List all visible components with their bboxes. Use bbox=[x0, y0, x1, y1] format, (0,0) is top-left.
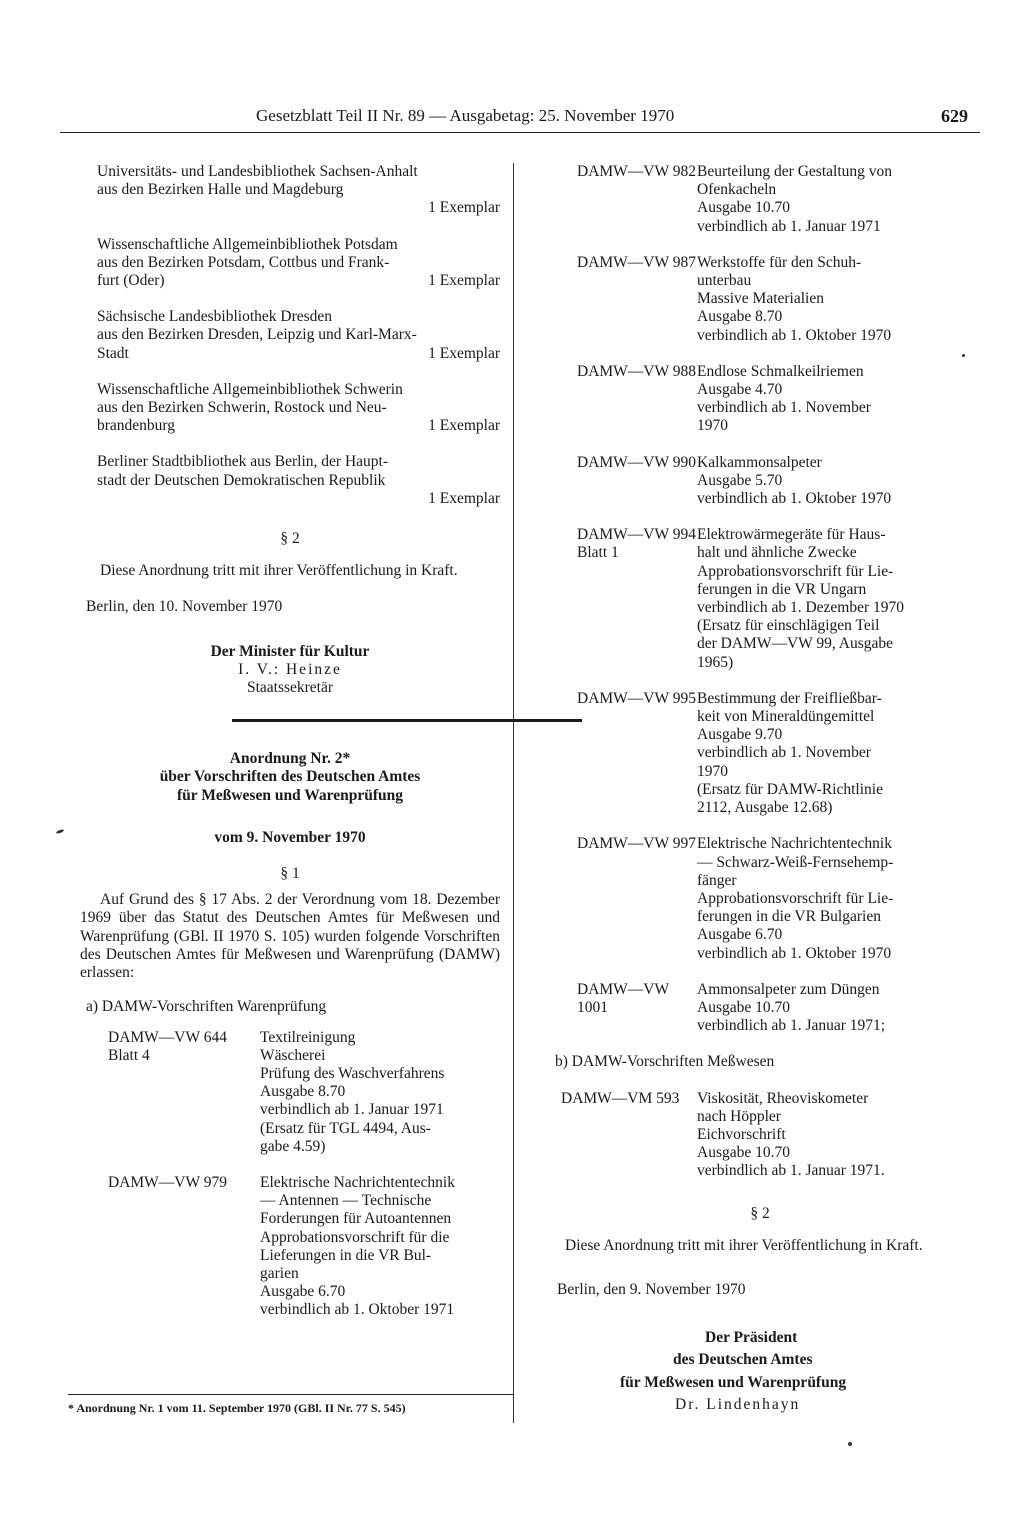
section-text: Diese Anordnung tritt mit ihrer Veröffentlichung in Kraft. bbox=[565, 1236, 923, 1254]
regulation-code bbox=[545, 363, 697, 436]
desc-line: ferungen in die VR Bulgarien bbox=[697, 908, 881, 926]
library-last-line bbox=[97, 417, 500, 435]
desc-line: Ausgabe 10.70 bbox=[697, 998, 790, 1016]
desc-line: verbindlich ab 1. Januar 1971. bbox=[697, 1162, 885, 1180]
regulation-entry bbox=[545, 254, 975, 345]
regulation-entry bbox=[80, 1029, 500, 1156]
desc-line: (Ersatz für TGL 4494, Aus- bbox=[260, 1119, 431, 1137]
regulation-code bbox=[545, 254, 697, 345]
desc-line: (Ersatz für einschlägigen Teil bbox=[697, 617, 880, 635]
library-last-line bbox=[97, 345, 500, 363]
library-line: aus den Bezirken Dresden, Leipzig und Karl-Marx- bbox=[97, 326, 417, 344]
library-entry bbox=[80, 453, 500, 508]
desc-line: Beurteilung der Gestaltung von bbox=[697, 163, 892, 180]
library-line: furt (Oder) bbox=[97, 272, 165, 290]
library-entry bbox=[80, 236, 500, 291]
desc-line: Wäscherei bbox=[260, 1046, 326, 1064]
section-heading: § 2 bbox=[750, 1204, 770, 1222]
library-line: Universitäts- und Landesbibliothek Sachsen-Anhalt bbox=[97, 163, 418, 180]
regulation-entry bbox=[545, 363, 975, 436]
list-label: a) DAMW-Vorschriften Warenprüfung bbox=[86, 998, 327, 1016]
library-entry bbox=[80, 308, 500, 363]
library-line: aus den Bezirken Schwerin, Rostock und Neu- bbox=[97, 399, 387, 417]
desc-line: Approbationsvorschrift für die bbox=[260, 1228, 450, 1246]
regulation-description bbox=[260, 1174, 500, 1320]
library-line: Wissenschaftliche Allgemeinbibliothek Potsdam bbox=[97, 235, 398, 253]
desc-line: Ausgabe 10.70 bbox=[697, 1144, 790, 1162]
desc-line: Lieferungen in die VR Bul- bbox=[260, 1246, 432, 1264]
page-header bbox=[60, 104, 980, 133]
regulation-code bbox=[108, 1174, 260, 1320]
desc-line: Ausgabe 10.70 bbox=[697, 199, 790, 217]
regulation-code bbox=[545, 454, 697, 509]
regulation-entry bbox=[545, 526, 975, 672]
regulation-description bbox=[697, 454, 975, 509]
library-line: aus den Bezirken Potsdam, Cottbus und Frank- bbox=[97, 253, 390, 271]
regulation-description bbox=[697, 163, 975, 236]
code-line: DAMW—VW 994 bbox=[577, 526, 696, 544]
regulation-code bbox=[545, 835, 697, 962]
desc-line: unterbau bbox=[697, 272, 752, 290]
library-line: Sächsische Landesbibliothek Dresden bbox=[97, 308, 333, 326]
library-line: Berliner Stadtbibliothek aus Berlin, der Haupt- bbox=[97, 453, 388, 471]
desc-line: verbindlich ab 1. Januar 1971 bbox=[697, 217, 881, 235]
left-column bbox=[80, 163, 500, 1338]
section-text: Auf Grund des § 17 Abs. 2 der Verordnung vom 18. Dezember 1969 über das Statut des Deutschen Amtes für Meßwesen und Warenprüfung (GBl. II 1970 S. 105) wurden folgende Vorschriften des Deutschen Amtes für Meßwesen und Warenprüfung (DAMW) erlassen: bbox=[80, 891, 500, 982]
library-count: 1 Exemplar bbox=[428, 489, 500, 507]
section-heading: § 1 bbox=[280, 865, 300, 883]
desc-line: Massive Materialien bbox=[697, 290, 824, 308]
code-line: DAMW—VW 987 bbox=[577, 253, 696, 271]
desc-line: 1970 bbox=[697, 762, 728, 780]
code-line: DAMW—VW 982 bbox=[577, 163, 696, 180]
desc-line: garien bbox=[260, 1264, 299, 1282]
desc-line: ferungen in die VR Ungarn bbox=[697, 580, 867, 598]
order-date: vom 9. November 1970 bbox=[214, 828, 366, 846]
regulation-description bbox=[260, 1029, 500, 1156]
desc-line: Ausgabe 4.70 bbox=[697, 381, 783, 399]
regulation-entry bbox=[545, 981, 975, 1036]
signer-line: Der Präsident bbox=[705, 1329, 798, 1347]
desc-line: Elektrische Nachrichtentechnik bbox=[697, 835, 892, 853]
desc-line: Ausgabe 6.70 bbox=[697, 926, 783, 944]
desc-line: Kalkammonsalpeter bbox=[697, 453, 822, 471]
right-column bbox=[545, 163, 975, 1414]
regulation-description bbox=[697, 526, 975, 672]
desc-line: Approbationsvorschrift für Lie- bbox=[697, 889, 894, 907]
desc-line: — Antennen — Technische bbox=[260, 1192, 432, 1210]
print-speck bbox=[962, 354, 965, 357]
desc-line: verbindlich ab 1. Dezember 1970 bbox=[697, 599, 905, 617]
regulation-entry bbox=[545, 163, 975, 236]
signer-line: des Deutschen Amtes bbox=[673, 1351, 813, 1369]
signer-name: Dr. Lindenhayn bbox=[675, 1395, 801, 1413]
regulation-description bbox=[697, 690, 975, 817]
desc-line: Ausgabe 8.70 bbox=[260, 1083, 346, 1101]
library-line: brandenburg bbox=[97, 417, 176, 435]
header-title: Gesetzblatt Teil II Nr. 89 — Ausgabetag: 25. November 1970 bbox=[256, 106, 675, 125]
library-count: 1 Exemplar bbox=[428, 199, 500, 217]
desc-line: gabe 4.59) bbox=[260, 1137, 326, 1155]
library-line: Wissenschaftliche Allgemeinbibliothek Schwerin bbox=[97, 380, 403, 398]
signer-line: für Meßwesen und Warenprüfung bbox=[620, 1373, 847, 1391]
regulation-entry bbox=[545, 835, 975, 962]
desc-line: Ausgabe 6.70 bbox=[260, 1283, 346, 1301]
signing-date: Berlin, den 10. November 1970 bbox=[86, 598, 283, 616]
desc-line: Forderungen für Autoantennen bbox=[260, 1210, 452, 1228]
library-count: 1 Exemplar bbox=[428, 417, 500, 435]
regulation-description bbox=[697, 254, 975, 345]
regulation-description bbox=[697, 835, 975, 962]
signer-title: Der Minister für Kultur bbox=[210, 642, 370, 660]
code-line: Blatt 1 bbox=[577, 544, 619, 562]
regulation-description bbox=[697, 363, 975, 436]
regulation-entry bbox=[545, 454, 975, 509]
library-count: 1 Exemplar bbox=[428, 344, 500, 362]
section-text: Diese Anordnung tritt mit ihrer Veröffentlichung in Kraft. bbox=[100, 562, 458, 580]
footnote: * Anordnung Nr. 1 vom 11. September 1970 (GBl. II Nr. 77 S. 545) bbox=[68, 1394, 514, 1416]
code-line: DAMW—VM 593 bbox=[561, 1089, 680, 1107]
desc-line: Ausgabe 5.70 bbox=[697, 471, 783, 489]
desc-line: der DAMW—VW 99, Ausgabe bbox=[697, 635, 894, 653]
regulation-entry bbox=[545, 1090, 975, 1181]
regulation-description bbox=[697, 981, 975, 1036]
desc-line: Prüfung des Waschverfahrens bbox=[260, 1064, 445, 1082]
code-line: DAMW—VW 644 bbox=[108, 1028, 227, 1046]
desc-line: (Ersatz für DAMW-Richtlinie bbox=[697, 780, 883, 798]
order-title: für Meßwesen und Warenprüfung bbox=[176, 786, 404, 804]
desc-line: Werkstoffe für den Schuh- bbox=[697, 253, 862, 271]
code-line: DAMW—VW 1001 bbox=[577, 980, 669, 1016]
library-count: 1 Exemplar bbox=[428, 272, 500, 290]
desc-line: verbindlich ab 1. Januar 1971 bbox=[260, 1101, 444, 1119]
desc-line: Approbationsvorschrift für Lie- bbox=[697, 562, 894, 580]
library-line: stadt der Deutschen Demokratischen Republik bbox=[97, 471, 386, 489]
desc-line: Ausgabe 9.70 bbox=[697, 726, 783, 744]
code-line: DAMW—VW 997 bbox=[577, 835, 696, 853]
desc-line: verbindlich ab 1. November bbox=[697, 399, 871, 417]
regulation-entry bbox=[80, 1174, 500, 1320]
desc-line: Bestimmung der Freifließbar- bbox=[697, 689, 882, 707]
desc-line: 2112, Ausgabe 12.68) bbox=[697, 799, 833, 817]
library-line: Stadt bbox=[97, 344, 129, 362]
separator-rule bbox=[232, 719, 582, 722]
library-entry bbox=[80, 381, 500, 436]
code-line: DAMW—VW 995 bbox=[577, 689, 696, 707]
order-title: Anordnung Nr. 2* bbox=[229, 750, 351, 768]
library-last-line bbox=[97, 272, 500, 290]
desc-line: Textilreinigung bbox=[260, 1028, 356, 1046]
print-speck bbox=[56, 829, 65, 835]
regulation-code bbox=[545, 981, 697, 1036]
desc-line: verbindlich ab 1. Januar 1971; bbox=[697, 1017, 886, 1035]
regulation-code bbox=[545, 1090, 697, 1181]
desc-line: halt und ähnliche Zwecke bbox=[697, 544, 857, 562]
signing-date: Berlin, den 9. November 1970 bbox=[557, 1280, 746, 1298]
desc-line: Elektrowärmegeräte für Haus- bbox=[697, 526, 886, 544]
desc-line: Viskosität, Rheoviskometer bbox=[697, 1089, 869, 1107]
desc-line: verbindlich ab 1. November bbox=[697, 744, 871, 762]
signer-name: I. V.: Heinze bbox=[238, 660, 342, 678]
desc-line: fänger bbox=[697, 871, 737, 889]
regulation-code bbox=[545, 526, 697, 672]
desc-line: Ammonsalpeter zum Düngen bbox=[697, 980, 880, 998]
code-line: DAMW—VW 979 bbox=[108, 1173, 227, 1191]
order-title: über Vorschriften des Deutschen Amtes bbox=[159, 768, 421, 786]
list-label: b) DAMW-Vorschriften Meßwesen bbox=[555, 1053, 775, 1071]
desc-line: verbindlich ab 1. Oktober 1971 bbox=[260, 1301, 455, 1319]
desc-line: 1965) bbox=[697, 653, 734, 671]
section-heading: § 2 bbox=[280, 530, 300, 548]
signer-role: Staatssekretär bbox=[246, 679, 334, 697]
library-entry bbox=[80, 163, 500, 218]
regulation-code bbox=[545, 690, 697, 817]
code-line: DAMW—VW 988 bbox=[577, 362, 696, 380]
column-divider bbox=[513, 163, 514, 1423]
code-line: DAMW—VW 990 bbox=[577, 453, 696, 471]
desc-line: Ofenkacheln bbox=[697, 181, 777, 199]
desc-line: Eichvorschrift bbox=[697, 1125, 786, 1143]
desc-line: Ausgabe 8.70 bbox=[697, 308, 783, 326]
desc-line: nach Höppler bbox=[697, 1107, 781, 1125]
desc-line: verbindlich ab 1. Oktober 1970 bbox=[697, 326, 892, 344]
desc-line: Elektrische Nachrichtentechnik bbox=[260, 1173, 455, 1191]
print-speck bbox=[848, 1442, 852, 1446]
library-line: aus den Bezirken Halle und Magdeburg bbox=[97, 181, 344, 199]
desc-line: keit von Mineraldüngemittel bbox=[697, 708, 875, 726]
desc-line: Endlose Schmalkeilriemen bbox=[697, 362, 864, 380]
regulation-code bbox=[545, 163, 697, 236]
page-number: 629 bbox=[941, 106, 968, 126]
regulation-code bbox=[108, 1029, 260, 1156]
desc-line: verbindlich ab 1. Oktober 1970 bbox=[697, 490, 892, 508]
code-line: Blatt 4 bbox=[108, 1046, 150, 1064]
regulation-entry bbox=[545, 690, 975, 817]
desc-line: — Schwarz-Weiß-Fernsehemp- bbox=[697, 853, 894, 871]
desc-line: verbindlich ab 1. Oktober 1970 bbox=[697, 944, 892, 962]
desc-line: 1970 bbox=[697, 417, 728, 435]
regulation-description bbox=[697, 1090, 975, 1181]
